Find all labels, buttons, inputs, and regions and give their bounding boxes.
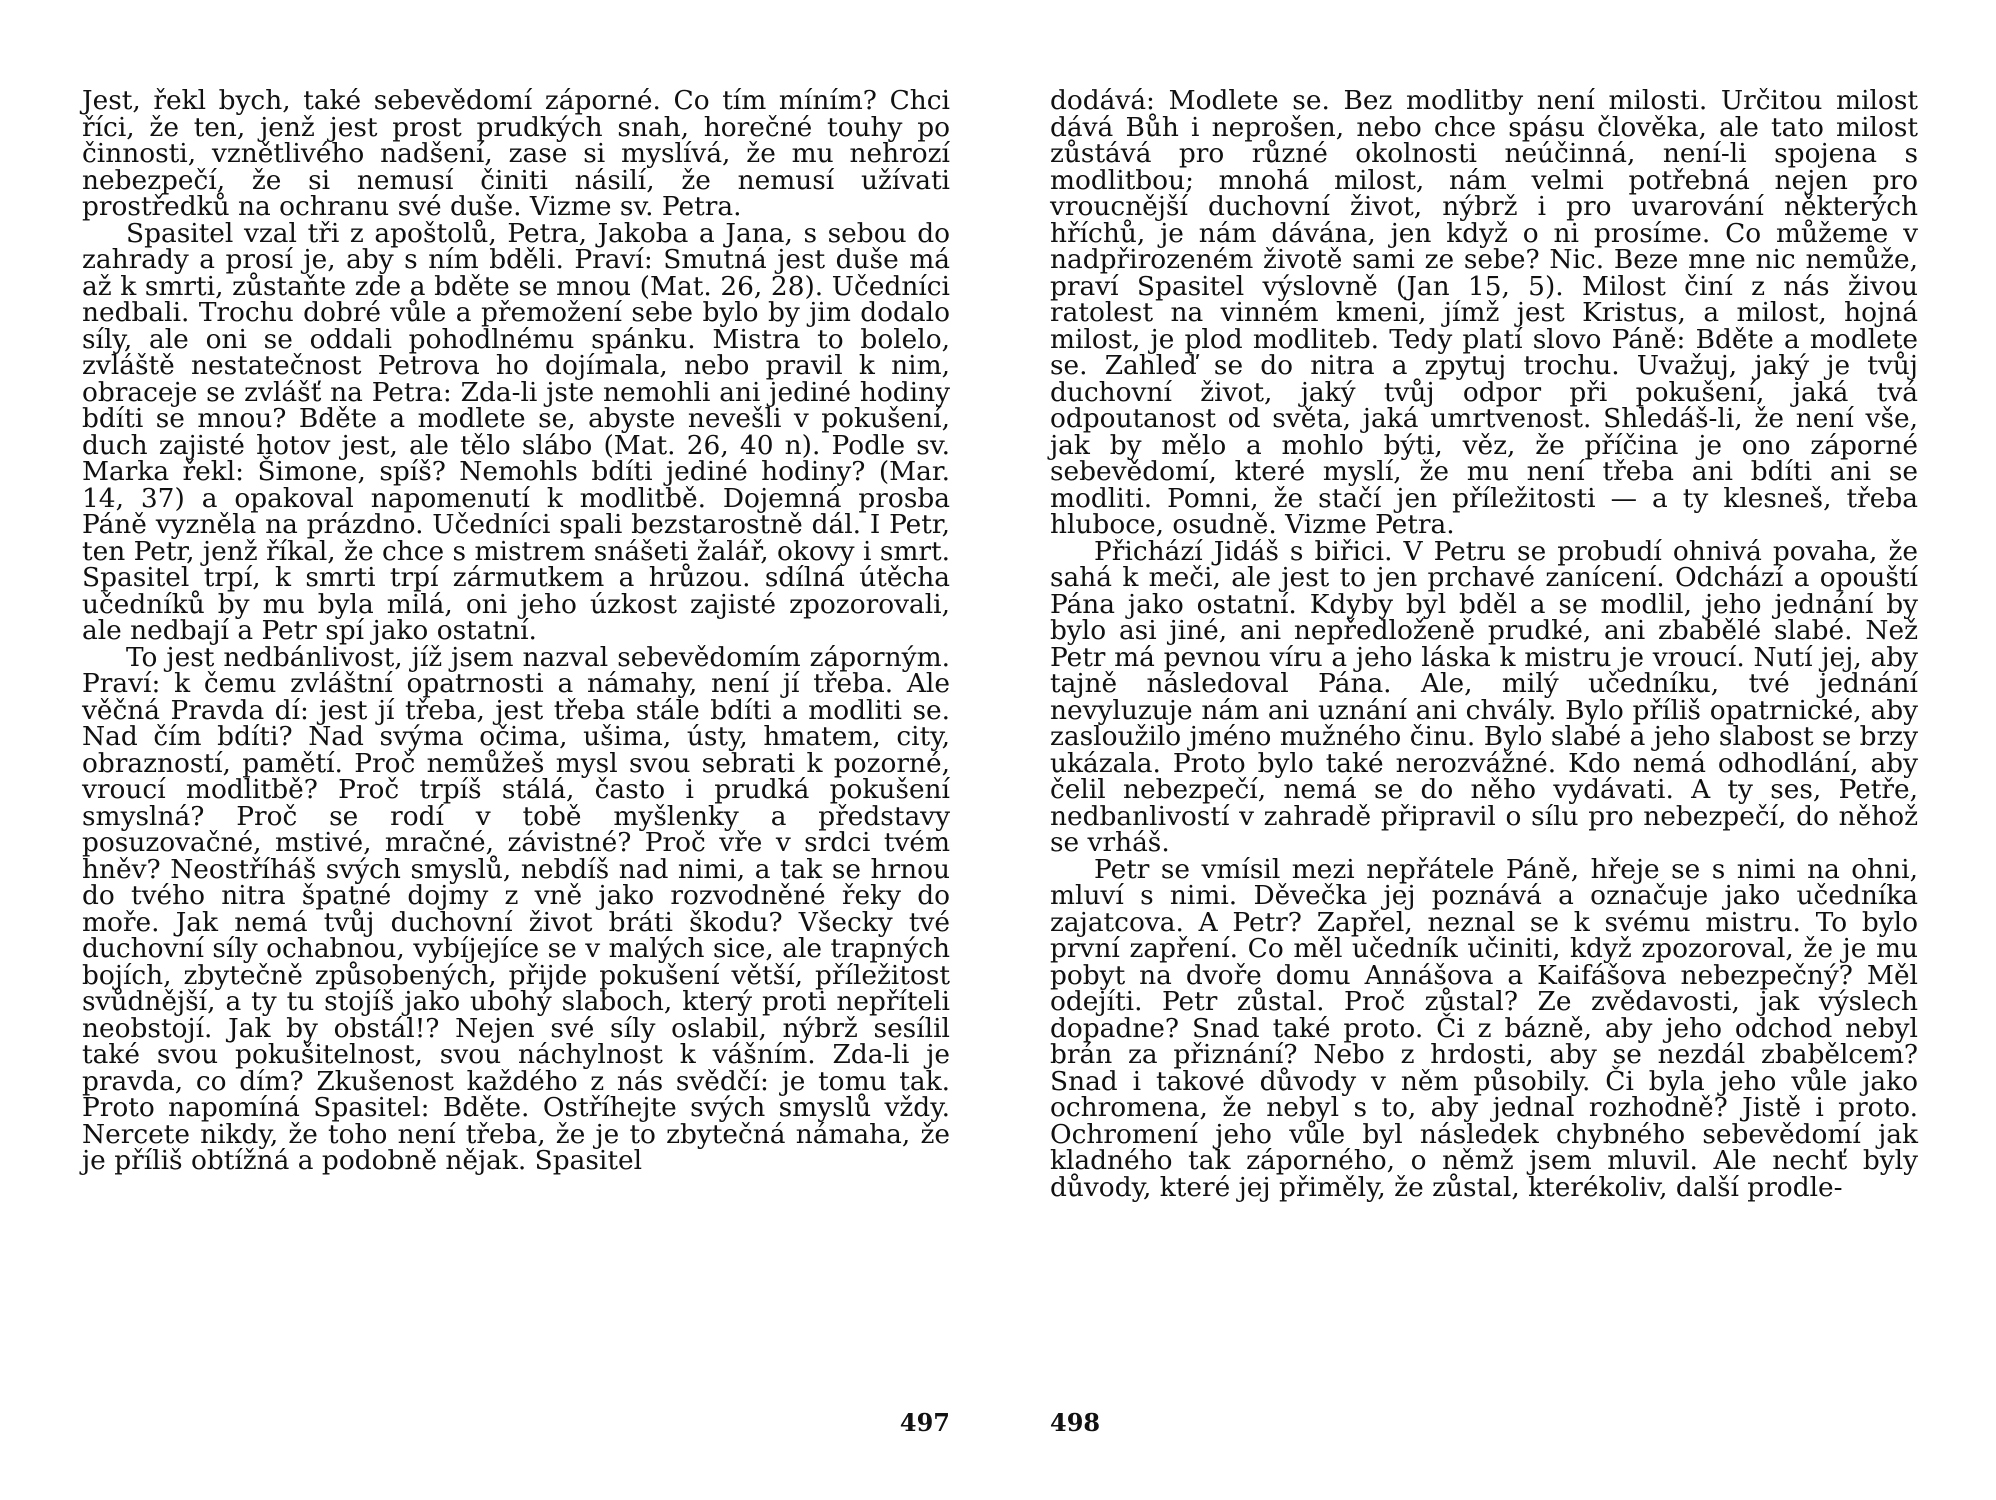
left-page [82,85,950,1468]
page-number: 497 [899,1408,950,1437]
left-page-text [82,85,950,1176]
page-number: 498 [1050,1408,1101,1437]
paragraph: Spasitel vzal tři z apoštolů, Petra, Jakoba a Jana, s sebou do zahrady a prosí je, aby s ním bděli. Praví: Smutná jest duše má až k smrti, zůstaňte zde a bděte se mnou (Mat. 26, 28). Učedníci nedbali. Trochu dobré vůle a přemožení sebe bylo by jim dodalo síly, ale oni se oddali pohodlnému spánku. Mistra to bolelo, zvláště nestatečnost Petrova ho dojímala, nebo pravil k nim, obraceje se zvlášť na Petra: Zda-li jste nemohli ani jediné hodiny bdíti se mnou? Bděte a modlete se, abyste nevešli v pokušení, duch zajisté hotov jest, ale tělo slábo (Mat. 26, 40 n). Podle sv. Marka řekl: Šimone, spíš? Nemohls bdíti jediné hodiny? (Mar. 14, 37) a opakoval napomenutí k modlitbě. Dojemná prosba Páně vyzněla na prázdno. Učedníci spali bezstarostně dál. I Petr, ten Petr, jenž říkal, že chce s mistrem snášeti žalář, okovy i smrt. Spasitel trpí, k smrti trpí zármutkem a hrůzou. sdílná útěcha učedníků by mu byla milá, oni jeho úzkost zajisté zpozorovali, ale nedbají a Petr spí jako ostatní. [82,217,950,646]
paragraph: dodává: Modlete se. Bez modlitby není milosti. Určitou milost dává Bůh i neprošen, nebo chce spásu člověka, ale tato milost zůstává pro různé okolnosti neúčinná, není-li spojena s modlitbou; mnohá milost, nám velmi potřebná nejen pro vroucnější duchovní život, nýbrž i pro uvarování některých hříchů, je nám dávána, jen když o ni prosíme. Co můžeme v nadpřirozeném životě sami ze sebe? Nic. Beze mne nic nemůže, praví Spasitel výslovně (Jan 15, 5). Milost činí z nás živou ratolest na vinném kmeni, jímž jest Kristus, a milost, hojná milost, je plod modliteb. Tedy platí slovo Páně: Bděte a modlete se. Zahleď se do nitra a zpytuj trochu. Uvažuj, jaký je tvůj duchovní život, jaký tvůj odpor při pokušení, jaká tvá odpoutanost od světa, jaká umrtvenost. Shledáš-li, že není vše, jak by mělo a mohlo býti, věz, že příčina je ono záporné sebevědomí, které myslí, že mu není třeba ani bdíti ani se modliti. Pomni, že stačí jen příležitosti — a ty klesneš, třeba hluboce, osudně. Vizme Petra. [1050,85,1918,540]
right-page-text [1050,85,1918,1203]
right-page [1050,85,1918,1468]
paragraph: Petr se vmísil mezi nepřátele Páně, hřeje se s nimi na ohni, mluví s nimi. Děvečka jej poznává a označuje jako učedníka zajatcova. A Petr? Zapřel, neznal se k svému mistru. To bylo první zapření. Co měl učedník učiniti, když zpozoroval, že je mu pobyt na dvoře domu Annášova a Kaifášova nebezpečný? Měl odejíti. Petr zůstal. Proč zůstal? Ze zvědavosti, jak výslech dopadne? Snad také proto. Či z bázně, aby jeho odchod nebyl brán za přiznání? Nebo z hrdosti, aby se nezdál zbabělcem? Snad i takové důvody v něm působily. Či byla jeho vůle jako ochromena, že nebyl s to, aby jednal rozhodně? Jistě i proto. Ochromení jeho vůle byl následek chybného sebevědomí jak kladného tak záporného, o němž jsem mluvil. Ale nechť byly důvody, které jej přiměly, že zůstal, kterékoliv, další prodle- [1050,853,1918,1203]
paragraph: To jest nedbánlivost, jíž jsem nazval sebevědomím záporným. Praví: k čemu zvláštní opatrnosti a námahy, není jí třeba. Ale věčná Pravda dí: jest jí třeba, jest třeba stále bdíti a modliti se. Nad čím bdíti? Nad svýma očima, ušima, ústy, hmatem, city, obrazností, pamětí. Proč nemůžeš mysl svou sebrati k pozorné, vroucí modlitbě? Proč trpíš stálá, často i prudká pokušení smyslná? Proč se rodí v tobě myšlenky a představy posuzovačné, mstivé, mračné, závistné? Proč vře v srdci tvém hněv? Neostříháš svých smyslů, nebdíš nad nimi, a tak se hrnou do tvého nitra špatné dojmy z vně jako rozvodněné řeky do moře. Jak nemá tvůj duchovní život bráti škodu? Všecky tvé duchovní síly ochabnou, vybíjejíce se v malých sice, ale trapných bojích, zbytečně způsobených, přijde pokušení větší, příležitost svůdnější, a ty tu stojíš jako ubohý slaboch, který proti nepříteli neobstojí. Jak by obstál!? Nejen své síly oslabil, nýbrž sesílil také svou pokušitelnost, svou náchylnost k vášním. Zda-li je pravda, co dím? Zkušenost každého z nás svědčí: je tomu tak. Proto napomíná Spasitel: Bděte. Ostříhejte svých smyslů vždy. Nercete nikdy, že toho není třeba, že je to zbytečná námaha, že je příliš obtížná a podobně nějak. Spasitel [82,641,950,1176]
paragraph: Jest, řekl bych, také sebevědomí záporné. Co tím míním? Chci říci, že ten, jenž jest prost prudkých snah, horečné touhy po činnosti, vznětlivého nadšení, zase si myslívá, že mu nehrozí nebezpečí, že si nemusí činiti násilí, že nemusí užívati prostředků na ochranu své duše. Vizme sv. Petra. [82,85,950,222]
paragraph: Přichází Jidáš s biřici. V Petru se probudí ohnivá povaha, že sahá k meči, ale jest to jen prchavé zanícení. Odchází a opouští Pána jako ostatní. Kdyby byl bděl a se modlil, jeho jednání by bylo asi jiné, ani nepředloženě prudké, ani zbabělé slabé. Než Petr má pevnou víru a jeho láska k mistru je vroucí. Nutí jej, aby tajně následoval Pána. Ale, milý učedníku, tvé jednání nevyluzuje nám ani uznání ani chvály. Bylo příliš opatrnické, aby zasloužilo jméno mužného činu. Bylo slabé a jeho slabost se brzy ukázala. Proto bylo také nerozvážné. Kdo nemá odhodlání, aby čelil nebezpečí, nemá se do něho vydávati. A ty ses, Petře, nedbanlivostí v zahradě připravil o sílu pro nebezpečí, do něhož se vrháš. [1050,535,1918,858]
